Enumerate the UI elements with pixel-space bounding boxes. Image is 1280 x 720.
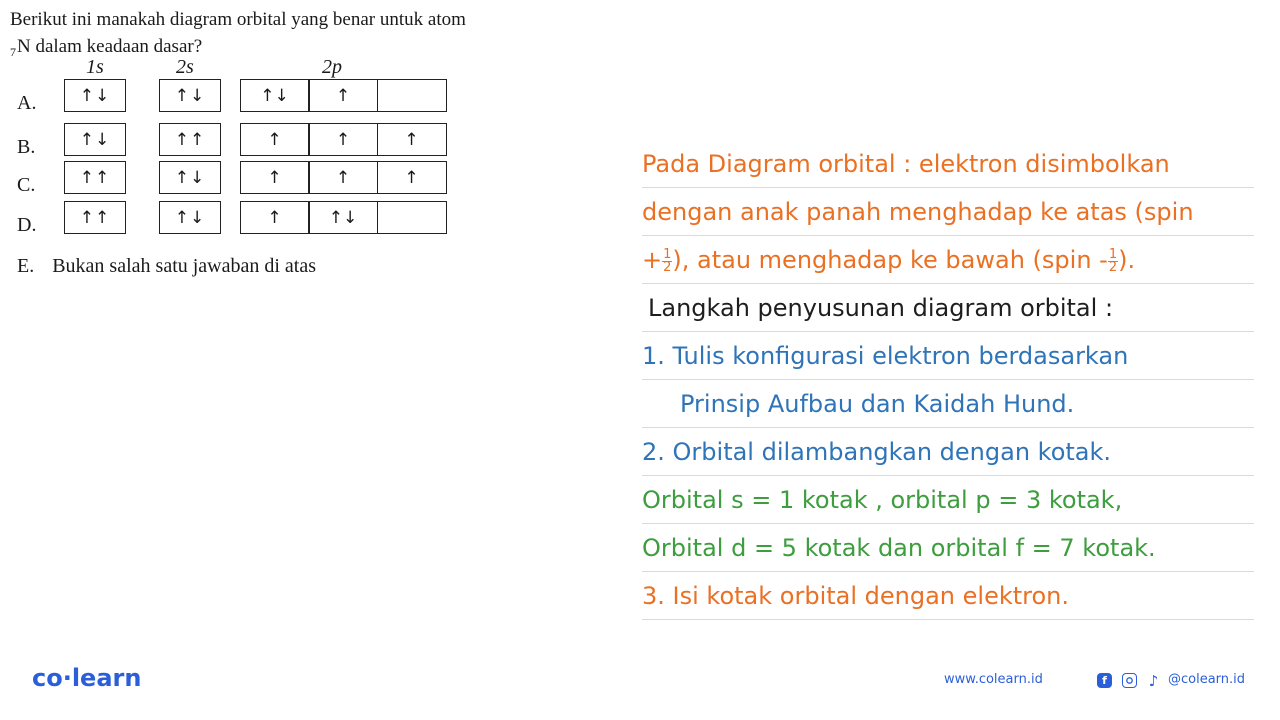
option-letter: D. xyxy=(17,214,37,236)
orbital-group-2p xyxy=(241,201,447,234)
orbital-box-2p: ↑ xyxy=(240,123,310,156)
social-handle[interactable]: @colearn.id xyxy=(1168,672,1246,687)
orbital-box-2p xyxy=(377,79,447,112)
header-2p: 2p xyxy=(322,56,342,78)
option-letter: A. xyxy=(17,92,37,114)
option-letter: B. xyxy=(17,136,36,158)
orbital-box-2s: ↑↑ xyxy=(159,123,221,156)
orbital-box-2s: ↑↓ xyxy=(159,201,221,234)
orbital-box-1s: ↑↓ xyxy=(64,79,126,112)
note-line: + $\frac{1}{2}$ ), atau menghadap ke bawah (spin - $\frac{1}{2}$ ). xyxy=(642,236,1254,284)
website-link[interactable]: www.colearn.id xyxy=(944,672,1043,687)
orbital-box-2p xyxy=(377,201,447,234)
orbital-box-2p: ↑ xyxy=(240,161,310,194)
option-e xyxy=(17,255,316,278)
orbital-box-2p: ↑ xyxy=(308,123,378,156)
orbital-box-1s: ↑↑ xyxy=(64,161,126,194)
fraction: $\frac{1}{2}$ xyxy=(1108,246,1118,275)
note-line: 1. Tulis konfigurasi elektron berdasarkan xyxy=(642,332,1254,380)
note-line: Orbital d = 5 kotak dan orbital f = 7 kotak. xyxy=(642,524,1254,572)
orbital-box-2p: ↑ xyxy=(240,201,310,234)
explanation-notes xyxy=(642,140,1254,620)
orbital-box-2p: ↑↓ xyxy=(240,79,310,112)
colearn-logo: co·learn xyxy=(32,664,142,692)
fraction: $\frac{1}{2}$ xyxy=(663,246,672,275)
orbital-box-2p: ↑ xyxy=(377,161,447,194)
orbital-box-1s: ↑↑ xyxy=(64,201,126,234)
orbital-box-2p: ↑ xyxy=(308,161,378,194)
question-line-2: $_7$N dalam keadaan dasar? xyxy=(10,36,203,59)
orbital-box-2p: ↑ xyxy=(377,123,447,156)
orbital-box-2s: ↑↓ xyxy=(159,79,221,112)
question-text xyxy=(10,6,466,66)
instagram-icon[interactable] xyxy=(1122,673,1137,688)
note-line: Prinsip Aufbau dan Kaidah Hund. xyxy=(642,380,1254,428)
option-e-text: Bukan salah satu jawaban di atas xyxy=(52,255,317,277)
option-letter: C. xyxy=(17,174,36,196)
note-line: Langkah penyusunan diagram orbital : xyxy=(642,284,1254,332)
orbital-group-2p xyxy=(241,161,447,194)
note-line: Orbital s = 1 kotak , orbital p = 3 kotak, xyxy=(642,476,1254,524)
note-line: Pada Diagram orbital : elektron disimbolkan xyxy=(642,140,1254,188)
orbital-box-1s: ↑↓ xyxy=(64,123,126,156)
header-2s: 2s xyxy=(176,56,194,78)
header-1s: 1s xyxy=(86,56,104,78)
orbital-box-2p: ↑ xyxy=(308,79,378,112)
question-line-1: Berikut ini manakah diagram orbital yang benar untuk atom xyxy=(10,9,466,30)
facebook-icon[interactable]: f xyxy=(1097,673,1112,688)
note-line: dengan anak panah menghadap ke atas (spin xyxy=(642,188,1254,236)
orbital-group-2p xyxy=(241,123,447,156)
orbital-box-2p: ↑↓ xyxy=(308,201,378,234)
note-line: 3. Isi kotak orbital dengan elektron. xyxy=(642,572,1254,620)
orbital-box-2s: ↑↓ xyxy=(159,161,221,194)
atomic-number: 7 xyxy=(10,45,16,59)
option-letter: E. xyxy=(17,255,35,277)
note-line: 2. Orbital dilambangkan dengan kotak. xyxy=(642,428,1254,476)
tiktok-icon[interactable]: ♪ xyxy=(1148,671,1159,690)
orbital-group-2p xyxy=(241,79,447,112)
